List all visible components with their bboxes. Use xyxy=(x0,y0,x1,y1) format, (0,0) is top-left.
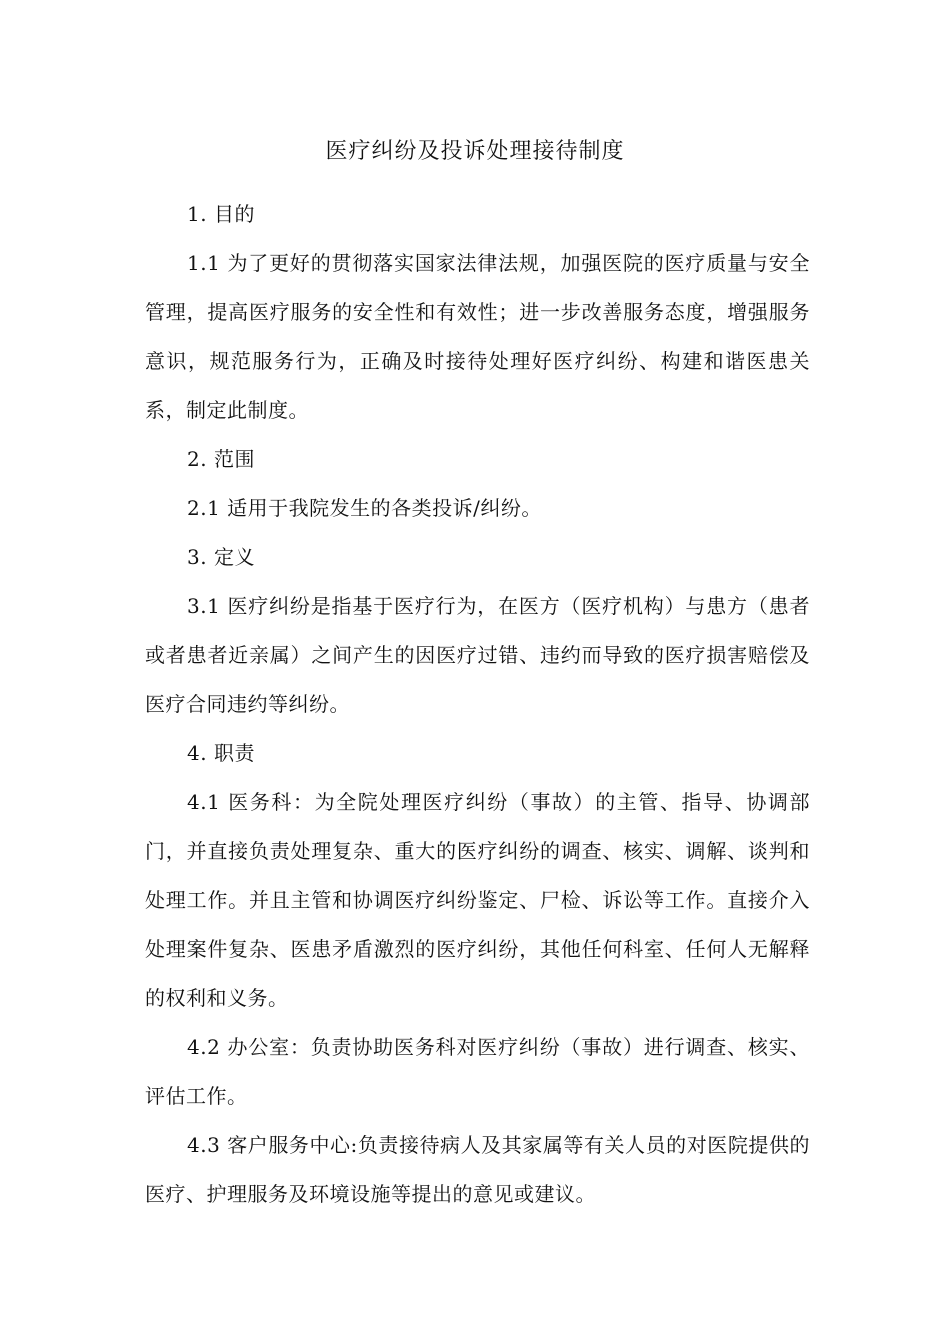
paragraph-2-1: 2.1 适用于我院发生的各类投诉/纠纷。 xyxy=(187,496,542,520)
section-heading-purpose: 1. 目的 xyxy=(187,202,255,226)
paragraph-3-1: 3.1 医疗纠纷是指基于医疗行为，在医方（医疗机构）与患方（患者或者患者近亲属）之间产生的因医疗过错、违约而导致的医疗损害赔偿及医疗合同违约等纠纷。 xyxy=(145,594,810,716)
document-body xyxy=(145,190,810,1219)
section-heading-scope: 2. 范围 xyxy=(187,447,255,471)
section-heading-responsibilities: 4. 职责 xyxy=(187,741,255,765)
document-title: 医疗纠纷及投诉处理接待制度 xyxy=(325,139,625,164)
paragraph-4-1: 4.1 医务科：为全院处理医疗纠纷（事故）的主管、指导、协调部门，并直接负责处理复杂、重大的医疗纠纷的调查、核实、调解、谈判和处理工作。并且主管和协调医疗纠纷鉴定、尸检、诉讼等工作。直接介入处理案件复杂、医患矛盾激烈的医疗纠纷，其他任何科室、任何人无解释的权利和义务。 xyxy=(145,790,810,1010)
paragraph-4-2: 4.2 办公室：负责协助医务科对医疗纠纷（事故）进行调查、核实、评估工作。 xyxy=(145,1035,810,1108)
paragraph-4-3: 4.3 客户服务中心:负责接待病人及其家属等有关人员的对医院提供的医疗、护理服务及环境设施等提出的意见或建议。 xyxy=(145,1133,810,1206)
paragraph-1-1: 1.1 为了更好的贯彻落实国家法律法规，加强医院的医疗质量与安全管理，提高医疗服务的安全性和有效性；进一步改善服务态度，增强服务意识，规范服务行为，正确及时接待处理好医疗纠纷、构建和谐医患关系，制定此制度。 xyxy=(145,251,810,422)
section-heading-definition: 3. 定义 xyxy=(187,545,255,569)
